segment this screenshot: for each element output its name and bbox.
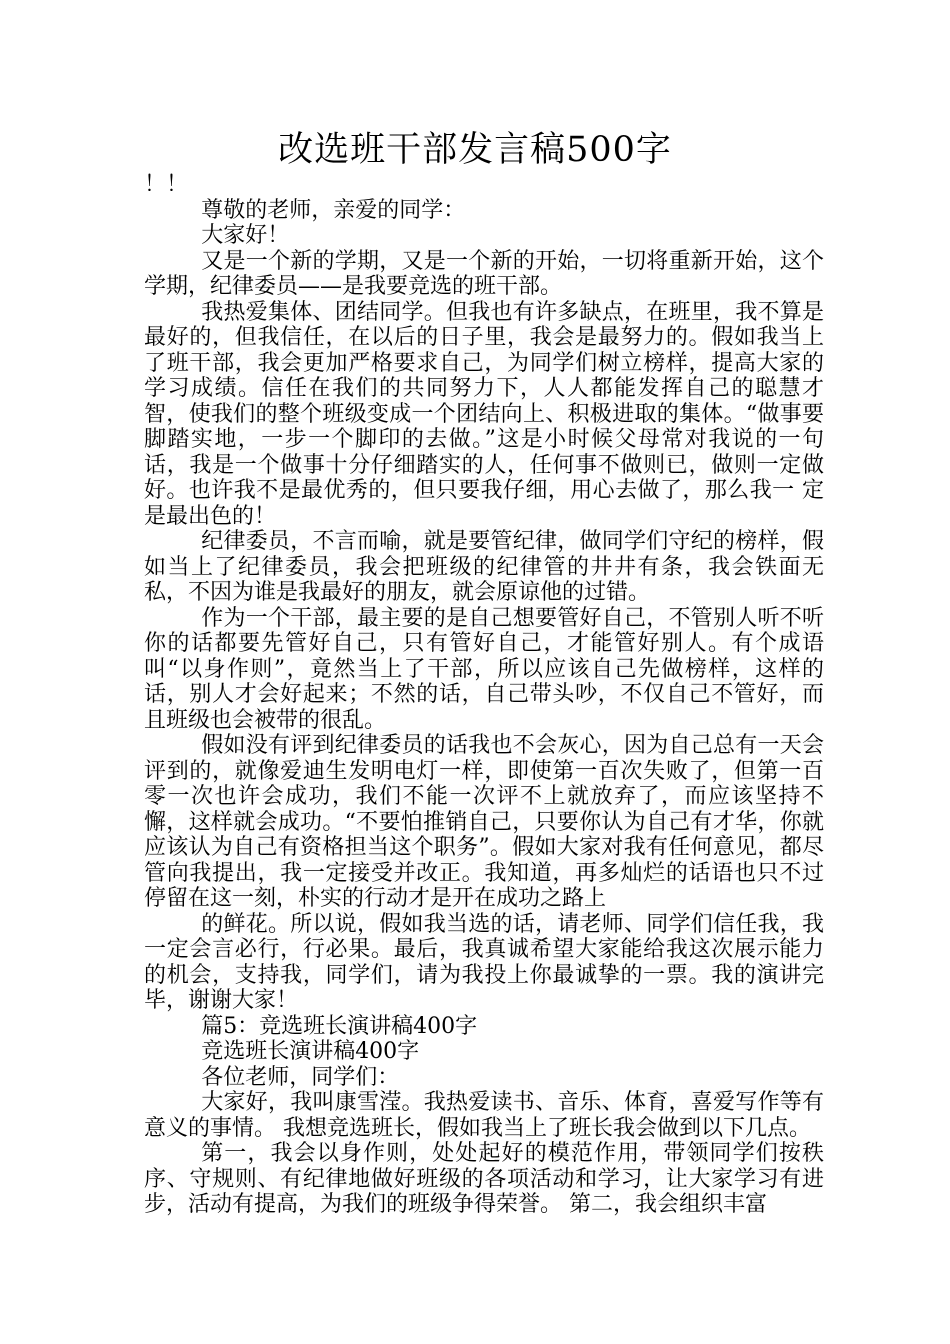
- body-paragraph: ！！: [144, 172, 189, 197]
- body-paragraph: 大家好！: [201, 223, 290, 248]
- body-paragraph: 竞选班长演讲稿400字: [201, 1039, 420, 1064]
- body-paragraph: 第一，我会以身作则，处处起好的模范作用，带领同学们按秩序、守规则、有纪律地做好班级的各项活动和学习，让大家学习有进步，活动有提高，为我们的班级争得荣誉。 第二，我会组织丰富: [144, 1141, 824, 1217]
- document-body: [144, 172, 824, 1218]
- document-title: 改选班干部发言稿500字: [278, 130, 672, 170]
- body-paragraph: 大家好，我叫康雪滢。我热爱读书、音乐、体育，喜爱写作等有意义的事情。 我想竞选班长，假如我当上了班长我会做到以下几点。: [144, 1090, 824, 1141]
- body-paragraph: 又是一个新的学期，又是一个新的开始，一切将重新开始，这个学期，纪律委员——是我要竞选的班干部。: [144, 248, 824, 299]
- body-paragraph: 纪律委员，不言而喻，就是要管纪律，做同学们守纪的榜样，假如当上了纪律委员，我会把班级的纪律管的井井有条，我会铁面无私，不因为谁是我最好的朋友，就会原谅他的过错。: [144, 529, 824, 605]
- body-paragraph: 假如没有评到纪律委员的话我也不会灰心，因为自己总有一天会评到的，就像爱迪生发明电灯一样，即使第一百次失败了，但第一百零一次也许会成功，我们不能一次评不上就放弃了，而应该坚持不懈，这样就会成功。“不要怕推销自己，只要你认为自己有才华，你就应该认为自己有资格担当这个职务”。假如大家对我有任何意见，都尽管向我提出，我一定接受并改正。我知道，再多灿烂的话语也只不过停留在这一刻，朴实的行动才是开在成功之路上: [144, 733, 824, 911]
- body-paragraph: 尊敬的老师，亲爱的同学：: [201, 197, 466, 223]
- body-paragraph: 作为一个干部，最主要的是自己想要管好自己，不管别人听不听你的话都要先管好自己，只有管好自己，才能管好别人。有个成语叫“以身作则”，竟然当上了干部，所以应该自己先做榜样，这样的话，别人才会好起来；不然的话，自己带头吵，不仅自己不管好，而且班级也会被带的很乱。: [144, 605, 824, 733]
- body-paragraph: 各位老师，同学们：: [201, 1064, 400, 1090]
- body-paragraph: 我热爱集体、团结同学。但我也有许多缺点，在班里，我不算是最好的，但我信任，在以后的日子里，我会是最努力的。假如我当上了班干部，我会更加严格要求自己，为同学们树立榜样，提高大家的学习成绩。信任在我们的共同努力下，人人都能发挥自己的聪慧才智，使我们的整个班级变成一个团结向上、积极进取的集体。“做事要脚踏实地，一步一个脚印的去做。”这是小时候父母常对我说的一句话，我是一个做事十分仔细踏实的人，任何事不做则已，做则一定做好。也许我不是最优秀的，但只要我仔细，用心去做了，那么我一 定是最出色的！: [144, 299, 824, 529]
- body-paragraph: 的鲜花。所以说，假如我当选的话，请老师、同学们信任我，我一定会言必行，行必果。最后，我真诚希望大家能给我这次展示能力的机会，支持我，同学们，请为我投上你最诚挚的一票。我的演讲完毕，谢谢大家！: [144, 911, 824, 1013]
- body-paragraph: 篇5：竞选班长演讲稿400字: [201, 1013, 478, 1039]
